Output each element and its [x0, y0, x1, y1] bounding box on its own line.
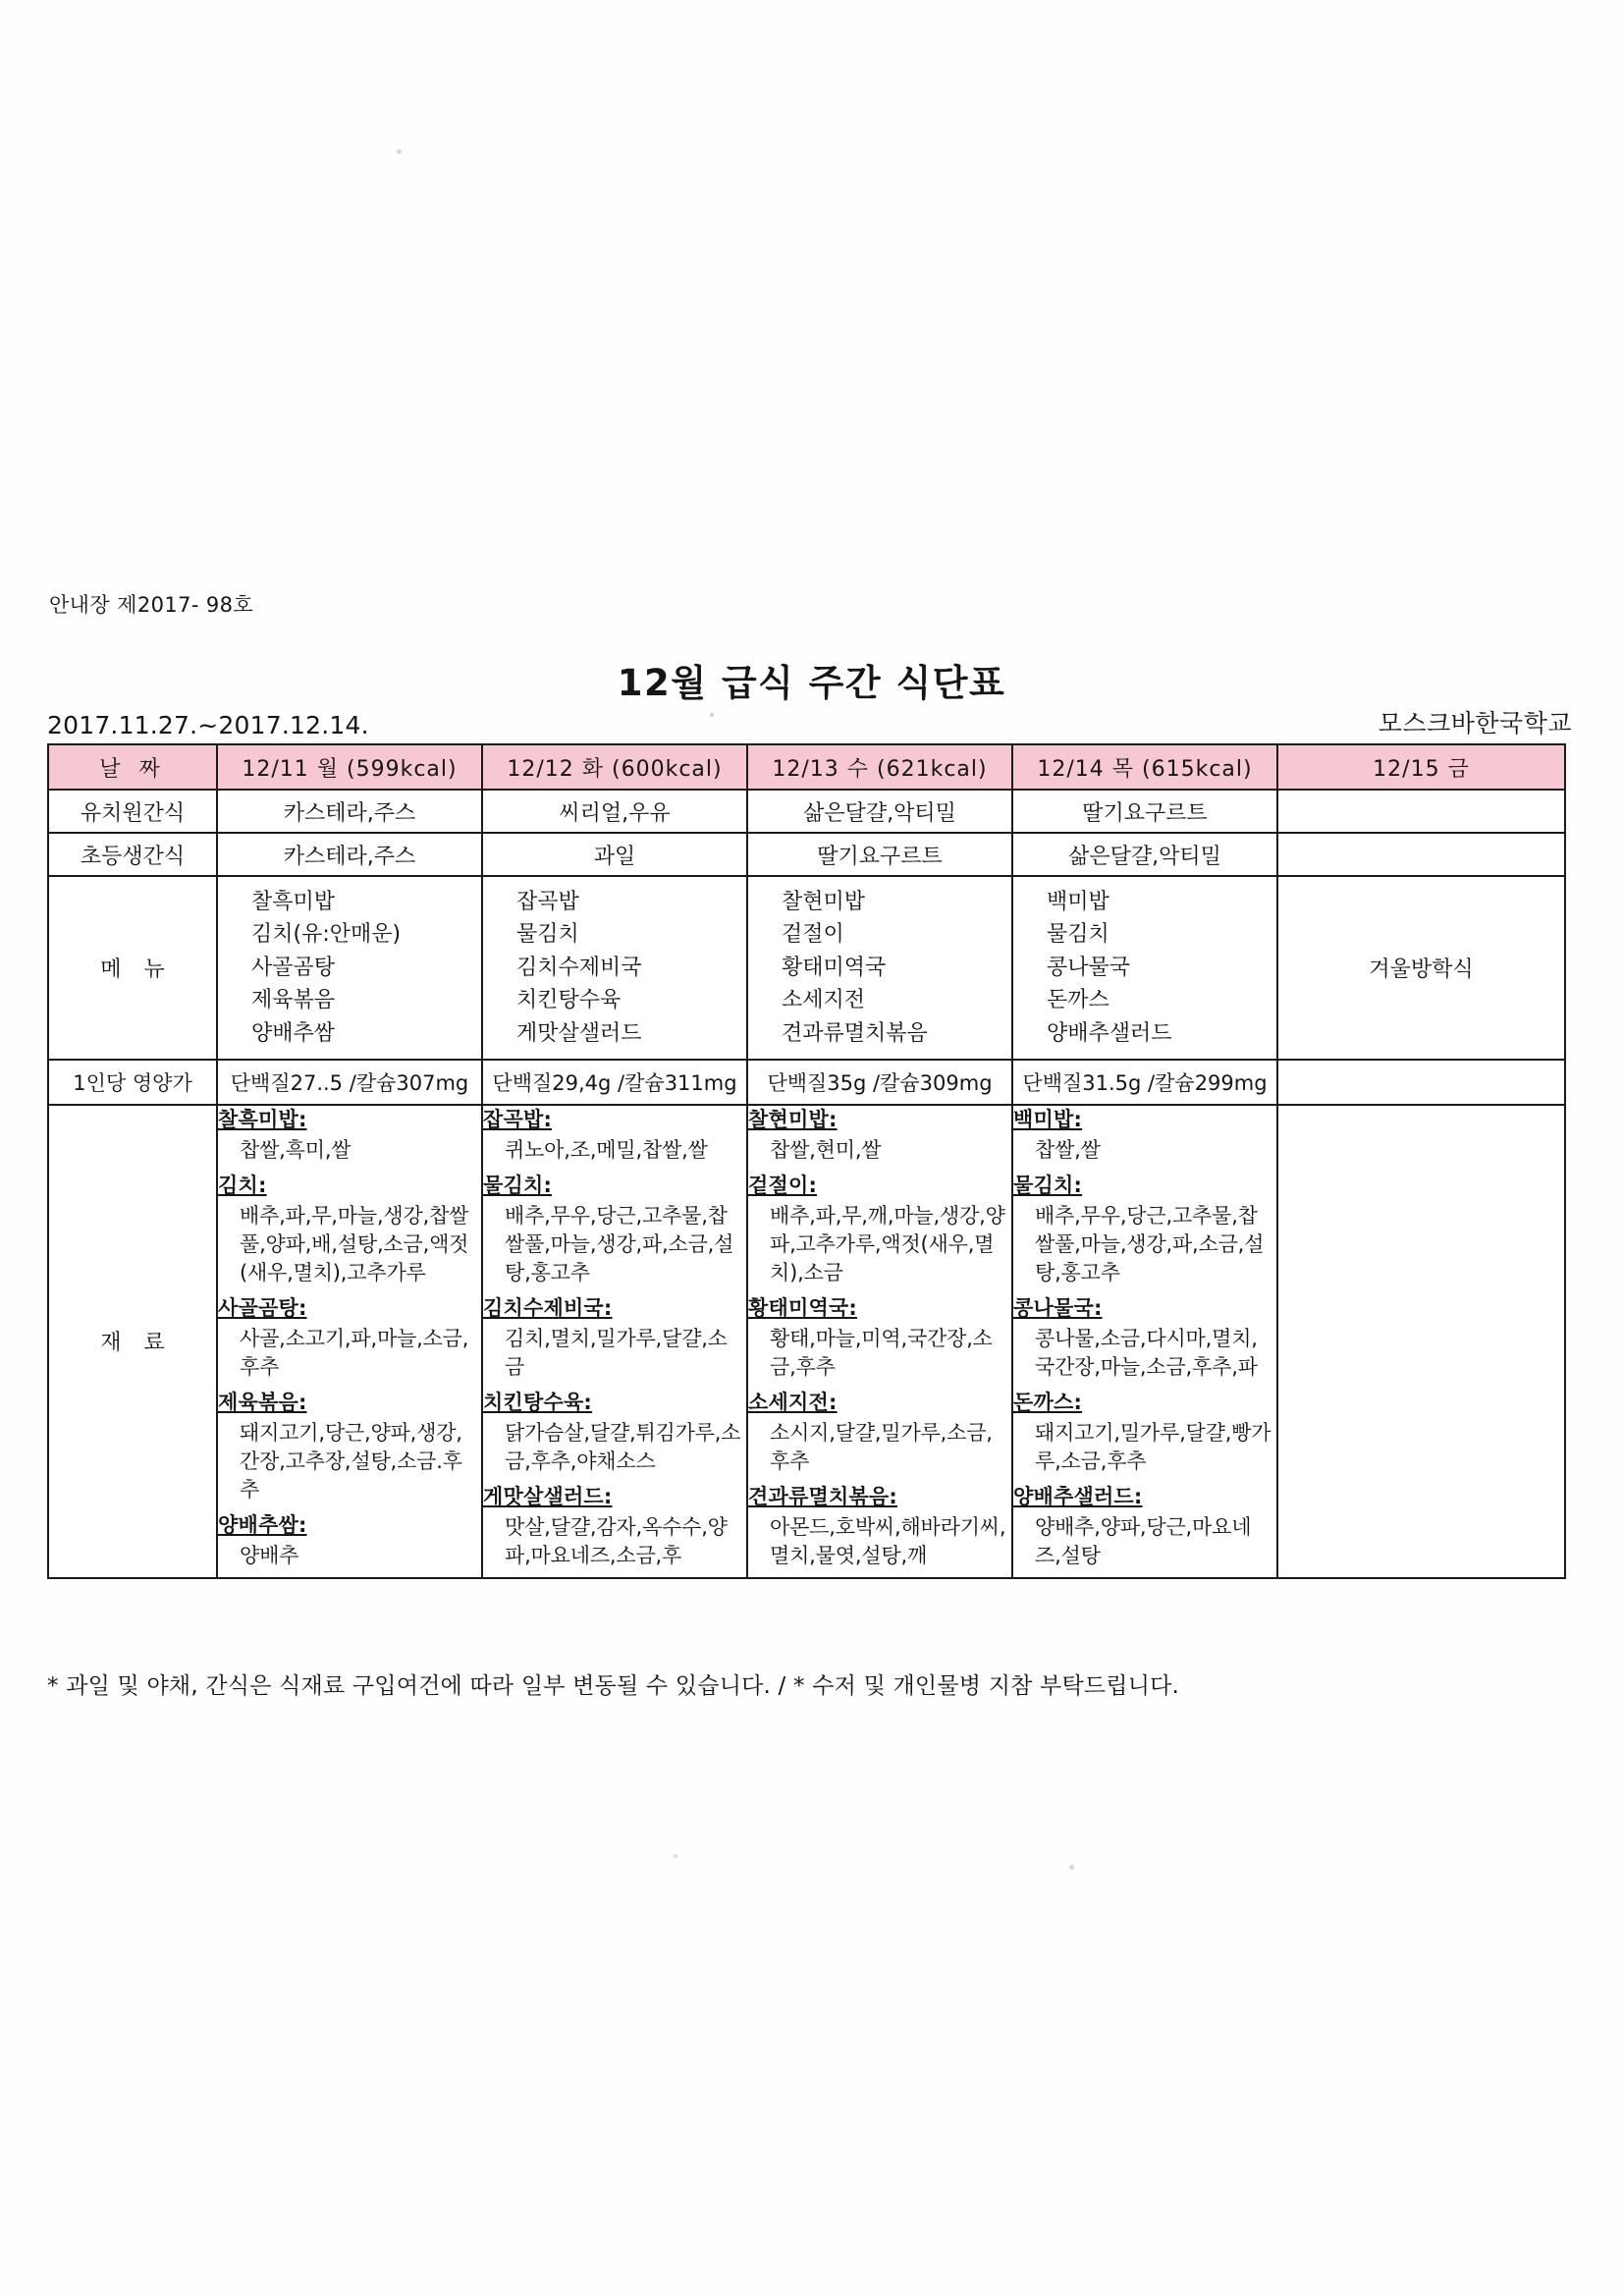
nutrition-fri [1277, 1060, 1565, 1105]
ingredient-item-list: 콩나물,소금,다시마,멸치,국간장,마늘,소금,후추,파 [1035, 1326, 1258, 1379]
ingredient-dish-name: 잡곡밥: [483, 1108, 553, 1132]
kindergarten-snack-row [48, 790, 1565, 833]
ingredient-item-list: 배추,무우,당근,고추물,찹쌀풀,마늘,생강,파,소금,설탕,홍고추 [1035, 1204, 1265, 1285]
menu-thu [1012, 876, 1277, 1060]
menu-dish: 제육볶음 [251, 988, 336, 1013]
nutrition-wed: 단백질35g /칼슘309mg [747, 1060, 1012, 1105]
ingredient-item-list: 찹쌀,현미,쌀 [770, 1138, 882, 1163]
ingredient-group [218, 1172, 481, 1287]
ingredient-item-list: 소시지,달걀,밀가루,소금,후추 [770, 1420, 993, 1473]
header-date-label: 날 짜 [48, 744, 217, 790]
header-col-fri: 12/15 금 [1277, 744, 1565, 790]
ingredient-group [1013, 1106, 1276, 1165]
ingredient-item-list: 김치,멸치,밀가루,달걀,소금 [505, 1326, 728, 1379]
ingredient-group [748, 1106, 1011, 1165]
table-header-row [48, 744, 1565, 790]
nutrition-mon: 단백질27..5 /칼슘307mg [217, 1060, 482, 1105]
header-col-thu: 12/14 목 (615kcal) [1012, 744, 1277, 790]
ingredients-row [48, 1105, 1565, 1578]
ingredient-item-list: 양배추,양파,당근,마요네즈,설탕 [1035, 1514, 1252, 1567]
menu-row [48, 876, 1565, 1060]
footer-note: * 과일 및 야채, 간식은 식재료 구입여건에 따라 일부 변동될 수 있습니다. / * 수저 및 개인물병 지참 부탁드립니다. [47, 1673, 1180, 1699]
menu-tue [482, 876, 747, 1060]
ingredient-dish-name: 게맛살샐러드: [483, 1484, 613, 1508]
menu-wed [747, 876, 1012, 1060]
ingredient-dish-name: 김치수제비국: [483, 1296, 613, 1320]
ingredient-group [748, 1172, 1011, 1287]
menu-dish: 소세지전 [782, 988, 866, 1013]
ingredient-group [1013, 1294, 1276, 1382]
ingredient-group [218, 1294, 481, 1382]
scan-speck [1069, 1865, 1074, 1870]
ingredients-wed [747, 1105, 1012, 1578]
ingredient-item-list: 배추,파,무,깨,마늘,생강,양파,고추가루,액젓(새우,멸치),소금 [770, 1204, 1005, 1285]
elementary-snack-wed: 딸기요구르트 [747, 833, 1012, 876]
menu-dish: 양배추샐러드 [1047, 1020, 1172, 1046]
ingredient-group [1013, 1483, 1276, 1570]
ingredient-group [483, 1389, 746, 1476]
elementary-snack-thu: 삶은달걀,악티밀 [1012, 833, 1277, 876]
ingredients-thu [1012, 1105, 1277, 1578]
ingredient-group [218, 1511, 481, 1570]
nutrition-row [48, 1060, 1565, 1105]
menu-dish: 김치수제비국 [516, 955, 642, 980]
kindergarten-snack-fri [1277, 790, 1565, 833]
header-col-wed: 12/13 수 (621kcal) [747, 744, 1012, 790]
menu-dish: 견과류멸치볶음 [782, 1020, 928, 1046]
ingredient-dish-name: 양배추쌈: [218, 1512, 307, 1537]
elementary-snack-tue: 과일 [482, 833, 747, 876]
ingredients-fri [1277, 1105, 1565, 1578]
ingredient-item-list: 배추,파,무,마늘,생강,찹쌀풀,양파,배,설탕,소금,액젓(새우,멸치),고추가루 [240, 1204, 469, 1285]
elementary-snack-fri [1277, 833, 1565, 876]
scan-speck [674, 1854, 677, 1858]
ingredient-dish-name: 소세지전: [748, 1390, 838, 1414]
ingredient-dish-name: 견과류멸치볶음: [748, 1484, 897, 1508]
header-col-mon: 12/11 월 (599kcal) [217, 744, 482, 790]
ingredient-item-list: 찹쌀,쌀 [1035, 1138, 1101, 1163]
ingredient-dish-name: 황태미역국: [748, 1296, 858, 1320]
header-col-tue: 12/12 화 (600kcal) [482, 744, 747, 790]
ingredient-group [218, 1106, 481, 1165]
row-label-nutrition: 1인당 영양가 [48, 1060, 217, 1105]
menu-dish: 물김치 [1047, 922, 1109, 948]
row-label-ingredients: 재 료 [48, 1105, 217, 1578]
page-title: 12월 급식 주간 식단표 [617, 662, 1006, 704]
nutrition-tue: 단백질29,4g /칼슘311mg [482, 1060, 747, 1105]
ingredient-dish-name: 백미밥: [1013, 1108, 1083, 1132]
menu-dish: 양배추쌈 [251, 1020, 336, 1046]
elementary-snack-row [48, 833, 1565, 876]
ingredient-dish-name: 겉절이: [748, 1174, 818, 1198]
ingredients-mon [217, 1105, 482, 1578]
kindergarten-snack-mon: 카스테라,주스 [217, 790, 482, 833]
ingredient-item-list: 닭가슴살,달걀,튀김가루,소금,후추,야채소스 [505, 1420, 741, 1473]
menu-fri-vacation: 겨울방학식 [1277, 876, 1565, 1060]
ingredient-item-list: 아몬드,호박씨,해바라기씨,멸치,물엿,설탕,깨 [770, 1514, 1006, 1567]
ingredient-item-list: 퀴노아,조,메밀,찹쌀,쌀 [505, 1138, 708, 1163]
ingredient-dish-name: 찰흑미밥: [218, 1108, 307, 1132]
ingredient-dish-name: 돈까스: [1013, 1390, 1083, 1414]
menu-dish: 황태미역국 [782, 955, 887, 980]
ingredient-group [748, 1389, 1011, 1476]
school-name: 모스크바한국학교 [1378, 709, 1572, 738]
row-label-menu: 메 뉴 [48, 876, 217, 1060]
ingredient-item-list: 찹쌀,흑미,쌀 [240, 1138, 352, 1163]
ingredient-dish-name: 김치: [218, 1174, 267, 1198]
ingredient-item-list: 맛살,달걀,감자,옥수수,양파,마요네즈,소금,후 [505, 1514, 728, 1567]
ingredient-group [218, 1389, 481, 1504]
menu-dish: 게맛살샐러드 [516, 1020, 642, 1046]
ingredient-item-list: 돼지고기,당근,양파,생강,간장,고추장,설탕,소금.후추 [240, 1420, 462, 1502]
menu-dish: 찰흑미밥 [251, 890, 336, 914]
ingredient-group [483, 1172, 746, 1287]
row-label-kindergarten-snack: 유치원간식 [48, 790, 217, 833]
ingredient-dish-name: 양배추샐러드: [1013, 1484, 1143, 1508]
ingredient-group [748, 1483, 1011, 1570]
document-number: 안내장 제2017- 98호 [49, 593, 254, 617]
ingredient-dish-name: 물김치: [1013, 1174, 1083, 1198]
menu-dish: 백미밥 [1047, 890, 1109, 914]
scan-speck [710, 713, 714, 717]
ingredient-group [483, 1294, 746, 1382]
menu-dish: 찰현미밥 [782, 890, 866, 914]
kindergarten-snack-wed: 삶은달걀,악티밀 [747, 790, 1012, 833]
date-range: 2017.11.27.~2017.12.14. [47, 711, 369, 739]
ingredient-group [483, 1483, 746, 1570]
ingredient-group [483, 1106, 746, 1165]
ingredient-dish-name: 치킨탕수육: [483, 1390, 593, 1414]
ingredient-dish-name: 찰현미밥: [748, 1108, 838, 1132]
kindergarten-snack-thu: 딸기요구르트 [1012, 790, 1277, 833]
ingredient-dish-name: 콩나물국: [1013, 1296, 1103, 1320]
ingredient-item-list: 사골,소고기,파,마늘,소금,후추 [240, 1326, 469, 1379]
ingredient-item-list: 황태,마늘,미역,국간장,소금,후추 [770, 1326, 993, 1379]
menu-dish: 물김치 [516, 922, 579, 948]
ingredient-group [1013, 1172, 1276, 1287]
menu-dish: 콩나물국 [1047, 955, 1131, 980]
nutrition-thu: 단백질31.5g /칼슘299mg [1012, 1060, 1277, 1105]
ingredients-tue [482, 1105, 747, 1578]
kindergarten-snack-tue: 씨리얼,우유 [482, 790, 747, 833]
menu-dish: 잡곡밥 [516, 890, 579, 914]
ingredient-item-list: 양배추 [240, 1543, 299, 1567]
row-label-elementary-snack: 초등생간식 [48, 833, 217, 876]
ingredient-item-list: 배추,무우,당근,고추물,찹쌀풀,마늘,생강,파,소금,설탕,홍고추 [505, 1204, 734, 1285]
menu-mon [217, 876, 482, 1060]
elementary-snack-mon: 카스테라,주스 [217, 833, 482, 876]
ingredient-item-list: 돼지고기,밀가루,달걀,빵가루,소금,후추 [1035, 1420, 1271, 1473]
menu-dish: 돈까스 [1047, 988, 1109, 1013]
menu-dish: 겉절이 [782, 922, 844, 948]
menu-dish: 김치(유:안매운) [251, 922, 402, 948]
weekly-menu-table [47, 743, 1566, 1579]
ingredient-dish-name: 제육볶음: [218, 1390, 307, 1414]
menu-dish: 사골곰탕 [251, 955, 336, 980]
scan-speck [397, 149, 402, 154]
ingredient-group [748, 1294, 1011, 1382]
menu-dish: 치킨탕수육 [516, 988, 622, 1013]
ingredient-group [1013, 1389, 1276, 1476]
ingredient-dish-name: 물김치: [483, 1174, 553, 1198]
ingredient-dish-name: 사골곰탕: [218, 1296, 307, 1320]
